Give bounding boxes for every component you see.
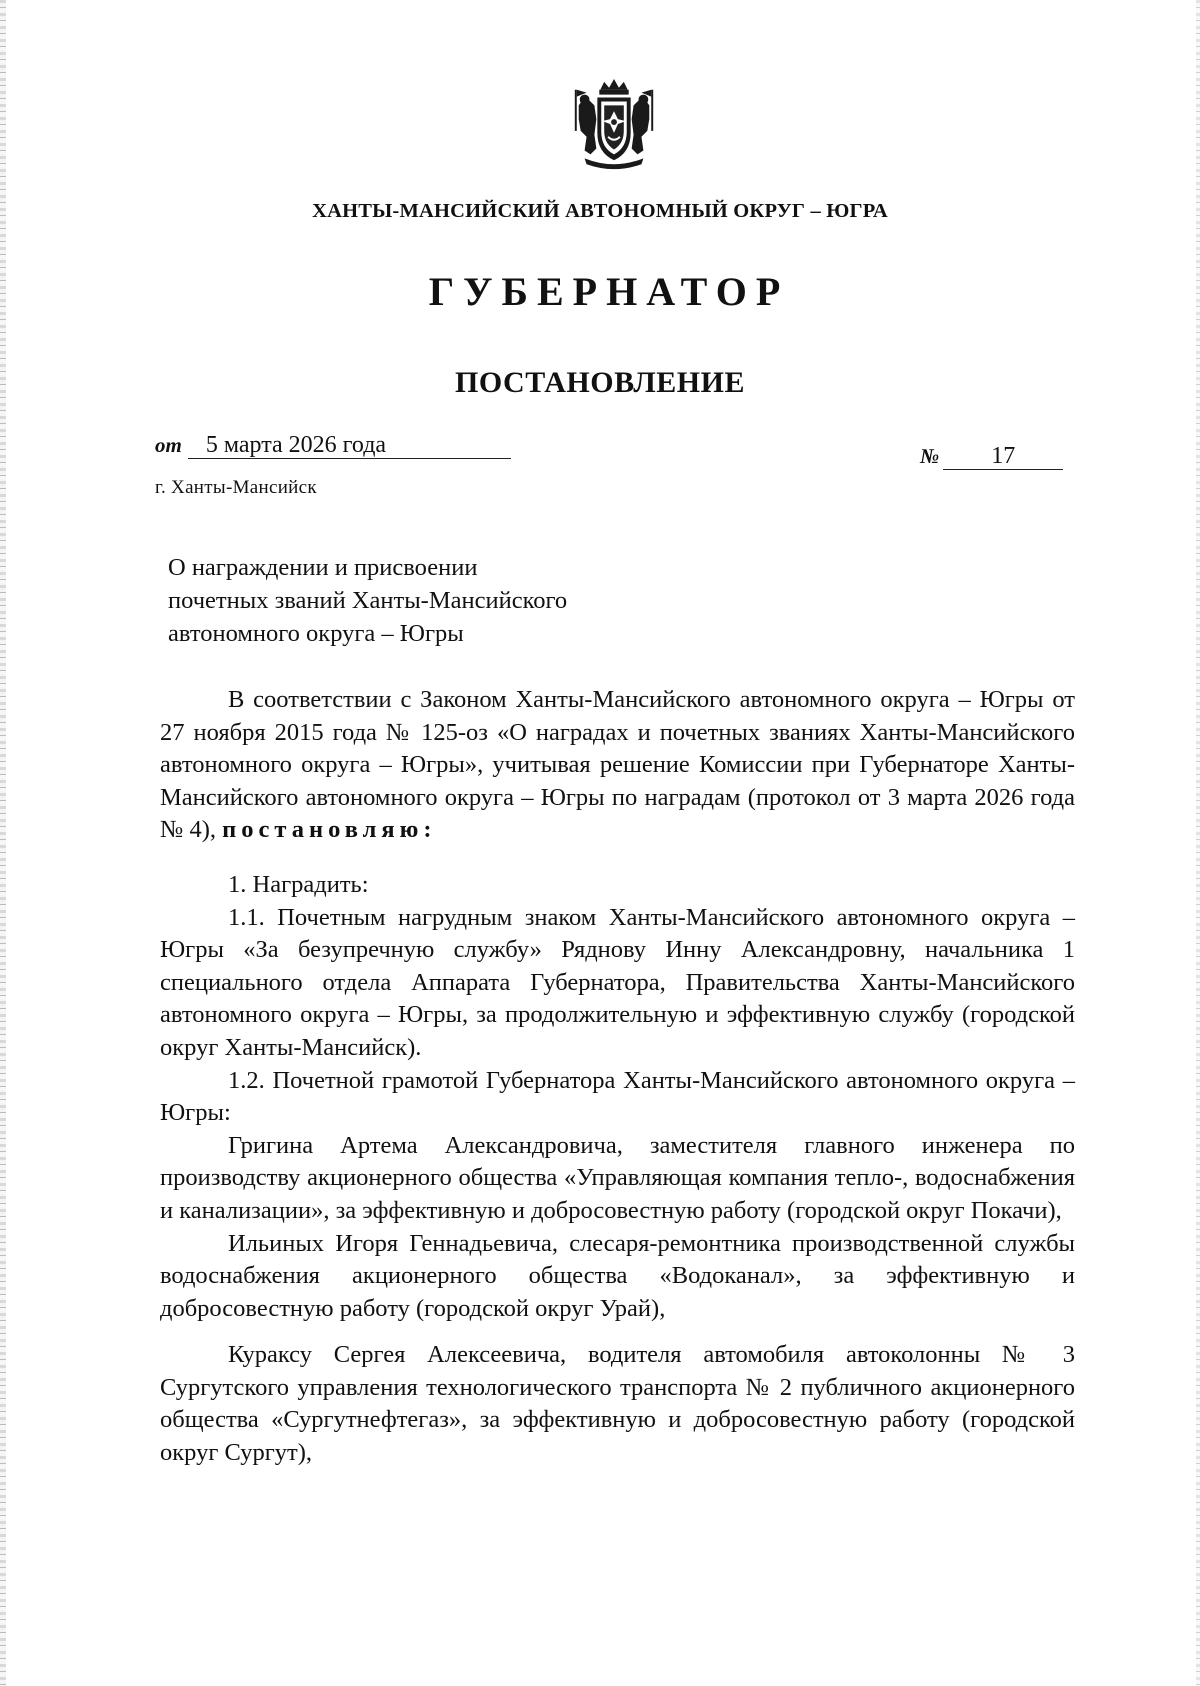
subject-line: автономного округа – Югры xyxy=(168,620,464,647)
scan-edge-left xyxy=(0,0,6,1686)
document-type-title: ПОСТАНОВЛЕНИЕ xyxy=(455,366,745,399)
resolve-colon: : xyxy=(423,816,432,844)
resolve-word: постановляю xyxy=(222,816,424,844)
region-title: ХАНТЫ-МАНСИЙСКИЙ АВТОНОМНЫЙ ОКРУГ – ЮГРА xyxy=(312,200,888,222)
issue-city: г. Ханты-Мансийск xyxy=(155,477,317,498)
document-date: 5 марта 2026 года xyxy=(188,432,511,459)
item-1-paragraph: 1. Наградить: xyxy=(228,870,369,898)
number-label: № xyxy=(920,444,940,468)
authority-title: ГУБЕРНАТОР xyxy=(428,269,790,314)
preamble-text: В соответствии с Законом Ханты-Мансийского автономного округа – Югры от 27 ноября 2015 года № 125-оз «О наградах и почетных званиях Ханты-Мансийского автономного округа – Югры», учитывая решение Комиссии при Губернаторе Ханты-Мансийского автономного округа – Югры по наградам (протокол от 3 марта 2026 года № 4), xyxy=(160,686,1075,844)
awardee-paragraph: Ильиных Игоря Геннадьевича, слесаря-ремонтника производственной службы водоснабжения акционерного общества «Водоканал», за эффективную и добросовестную работу (городской округ Урай), xyxy=(160,1229,1075,1322)
scan-edge-right xyxy=(1196,0,1200,1686)
khmao-coat-of-arms-icon xyxy=(565,76,663,174)
preamble-paragraph xyxy=(160,684,1075,847)
date-line xyxy=(155,432,511,459)
subject-line: О награждении и присвоении xyxy=(168,554,478,581)
item-1-1-paragraph: 1.1. Почетным нагрудным знаком Ханты-Мансийского автономного округа – Югры «За безупречную службу» Ряднову Инну Александровну, начальника 1 специального отдела Аппарата Губернатора, Правительства Ханты-Мансийского автономного округа – Югры, за продолжительную и эффективную службу (городской округ Ханты-Мансийск). xyxy=(160,903,1075,1061)
document-number: 17 xyxy=(943,443,1063,470)
item-1-2-paragraph: 1.2. Почетной грамотой Губернатора Ханты-Мансийского автономного округа – Югры: xyxy=(160,1066,1075,1127)
subject-line: почетных званий Ханты-Мансийского xyxy=(168,587,568,614)
awardee-paragraph: Григина Артема Александровича, заместителя главного инженера по производству акционерного общества «Управляющая компания тепло-, водоснабжения и канализации», за эффективную и добросовестную работу (городской округ Покачи), xyxy=(160,1131,1075,1224)
document-subject xyxy=(168,551,728,650)
document-body xyxy=(160,684,1075,1470)
awardee-paragraph: Кураксу Сергея Алексеевича, водителя автомобиля автоколонны № 3 Сургутского управления технологического транспорта № 2 публичного акционерного общества «Сургутнефтегаз», за эффективную и добросовестную работу (городской округ Сургут), xyxy=(160,1341,1075,1467)
date-from-label: от xyxy=(155,433,182,457)
number-line xyxy=(920,443,1063,470)
